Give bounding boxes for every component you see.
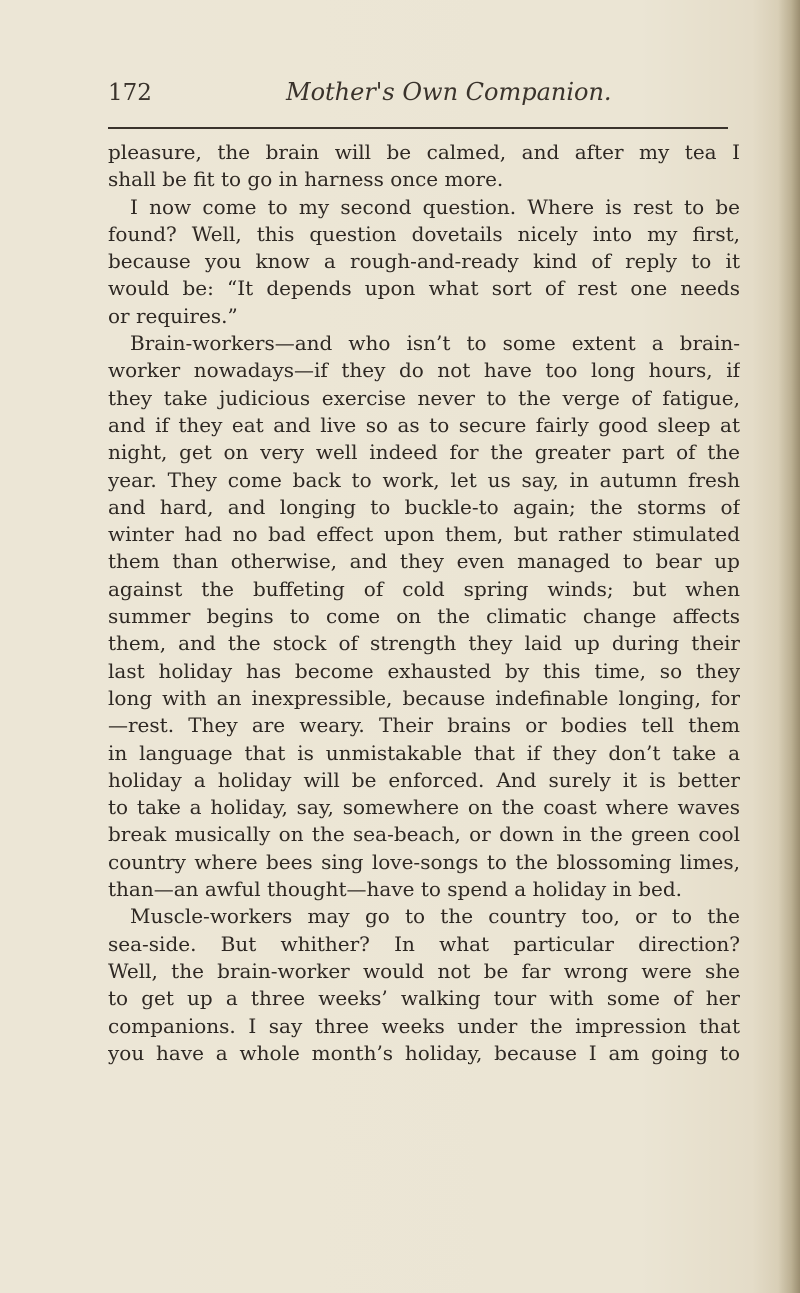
text-line: I now come to my second question. Where is rest to be [130, 194, 740, 219]
text-line: worker nowadays—if they do not have too long hours, if [108, 358, 740, 383]
text-line: summer begins to come on the climatic change affects [108, 604, 740, 629]
text-line: year. They come back to work, let us say, in autumn fresh [108, 467, 740, 492]
text-line: against the buffeting of cold spring winds; but when [108, 576, 740, 601]
text-line: and hard, and longing to buckle-to again; the storms of [108, 494, 740, 519]
text-line: break musically on the sea-beach, or down in the green cool [108, 822, 740, 847]
text-line: night, get on very well indeed for the greater part of the [108, 440, 740, 465]
text-line: or requires.” [108, 303, 238, 328]
text-line: country where bees sing love-songs to the blossoming limes, [108, 849, 740, 874]
text-line: and if they eat and live so as to secure fairly good sleep at [108, 412, 740, 437]
text-line: Well, the brain-worker would not be far wrong were she [108, 958, 740, 983]
text-line: Brain-workers—and who isn’t to some extent a brain- [130, 331, 740, 356]
page-number: 172 [108, 80, 152, 106]
text-line: Muscle-workers may go to the country too, or to the [130, 904, 740, 929]
text-line: shall be fit to go in harness once more. [108, 167, 504, 192]
text-line: you have a whole month’s holiday, because I am going to [108, 1040, 740, 1065]
text-line: because you know a rough-and-ready kind of reply to it [108, 249, 740, 274]
text-line: winter had no bad effect upon them, but rather stimulated [108, 522, 740, 547]
running-title: Mother's Own Companion. [286, 78, 612, 106]
text-line: —rest. They are weary. Their brains or bodies tell them [108, 713, 740, 738]
text-line: to take a holiday, say, somewhere on the coast where waves [108, 795, 740, 820]
text-line: to get up a three weeks’ walking tour with some of her [108, 986, 740, 1011]
text-line: pleasure, the brain will be calmed, and after my tea I [108, 140, 740, 164]
header-rule [108, 127, 728, 129]
body-text [108, 139, 740, 1067]
text-line: would be: “It depends upon what sort of rest one needs [108, 276, 740, 301]
text-line: them than otherwise, and they even managed to bear up [108, 549, 740, 574]
page-edge-shadow [778, 0, 800, 1293]
text-line: them, and the stock of strength they laid up during their [108, 631, 740, 656]
text-line: last holiday has become exhausted by this time, so they [108, 658, 740, 683]
text-line: long with an inexpressible, because indefinable longing, for [108, 685, 740, 710]
text-line: found? Well, this question dovetails nicely into my first, [108, 221, 740, 246]
text-line: than—an awful thought—have to spend a holiday in bed. [108, 877, 683, 902]
text-line: they take judicious exercise never to the verge of fatigue, [108, 385, 740, 410]
text-line: in language that is unmistakable that if they don’t take a [108, 740, 740, 765]
text-line: holiday a holiday will be enforced. And surely it is better [108, 767, 740, 792]
text-line: companions. I say three weeks under the impression that [108, 1013, 740, 1038]
page-header [108, 80, 728, 120]
text-line: sea-side. But whither? In what particular direction? [108, 931, 740, 956]
